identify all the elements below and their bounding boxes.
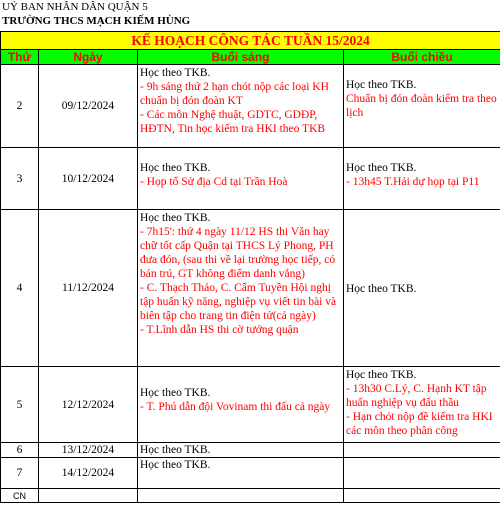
day-cell: 4	[1, 210, 39, 367]
col-header-ngay: Ngày	[39, 50, 138, 65]
afternoon-cell	[344, 458, 500, 489]
col-header-afternoon: Buổi chiều	[344, 50, 500, 65]
col-header-thu: Thứ	[1, 50, 39, 65]
date-cell: 09/12/2024	[39, 65, 138, 148]
date-cell: 11/12/2024	[39, 210, 138, 367]
col-header-morning: Buổi sáng	[138, 50, 344, 65]
header-row	[1, 50, 500, 65]
morning-cell	[138, 458, 344, 489]
morning-note: - Họp tổ Sử địa Cd tại Trần Hoà	[140, 176, 288, 188]
table-row	[1, 65, 500, 148]
morning-note: - 7h15': thứ 4 ngày 11/12 HS thi Văn hay chữ tốt cấp Quận tại THCS Lý Phong, PH đưa đón, (sau thi về lại trường học tiếp, có bán trú, GT không điểm danh vắng)	[140, 226, 336, 280]
afternoon-note: Chuẩn bị đón đoàn kiểm tra theo lịch	[346, 93, 497, 119]
date-cell	[39, 489, 138, 503]
morning-main: Học theo TKB.	[140, 387, 211, 399]
day-cell: 3	[1, 148, 39, 210]
afternoon-cell	[344, 65, 500, 148]
morning-cell	[138, 443, 344, 458]
morning-cell	[138, 367, 344, 443]
afternoon-note: - Hạn chót nộp đề kiểm tra HKI các môn theo phân công	[346, 411, 493, 437]
morning-note: - Các môn Nghệ thuật, GDTC, GDĐP, HĐTN, Tin học kiểm tra HKI theo TKB	[140, 109, 326, 135]
morning-note: - T.Lĩnh dẫn HS thi cờ tướng quận	[140, 324, 299, 336]
afternoon-main: Học theo TKB.	[346, 162, 417, 174]
table-row	[1, 210, 500, 367]
plan-title: KẾ HOẠCH CÔNG TÁC TUẦN 15/2024	[1, 32, 500, 50]
day-cell: 2	[1, 65, 39, 148]
afternoon-main: Học theo TKB.	[346, 79, 417, 91]
weekly-plan-table	[0, 31, 500, 503]
date-cell: 10/12/2024	[39, 148, 138, 210]
date-cell: 14/12/2024	[39, 458, 138, 489]
morning-note: - 9h sáng thứ 2 hạn chót nộp các loại KH chuẩn bị đón đoàn KT	[140, 81, 329, 107]
afternoon-note: - 13h30 C.Lý, C. Hạnh KT tập huấn nghiệp vụ đấu thầu	[346, 383, 487, 409]
morning-main: Học theo TKB.	[140, 459, 211, 471]
morning-note: - C. Thạch Thảo, C. Cẩm Tuyền Hội nghị tập huấn kỹ năng, nghiệp vụ viết tin bài và biên tập cho trang tin điện tử(cả ngày)	[140, 282, 337, 322]
date-cell: 12/12/2024	[39, 367, 138, 443]
morning-main: Học theo TKB.	[140, 67, 211, 79]
afternoon-cell	[344, 367, 500, 443]
morning-cell	[138, 489, 344, 503]
day-cell: CN	[1, 489, 39, 503]
day-cell: 5	[1, 367, 39, 443]
morning-note: - T. Phú dẫn đội Vovinam thi đấu cả ngày	[140, 401, 331, 413]
table-row	[1, 443, 500, 458]
morning-main: Học theo TKB.	[140, 444, 211, 456]
afternoon-note: - 13h45 T.Hải dự họp tại P11	[346, 176, 480, 188]
date-cell: 13/12/2024	[39, 443, 138, 458]
day-cell: 6	[1, 443, 39, 458]
morning-cell	[138, 148, 344, 210]
afternoon-cell	[344, 489, 500, 503]
title-row	[1, 32, 500, 50]
afternoon-cell	[344, 148, 500, 210]
table-row	[1, 489, 500, 503]
day-cell: 7	[1, 458, 39, 489]
morning-cell	[138, 210, 344, 367]
morning-cell	[138, 65, 344, 148]
table-row	[1, 148, 500, 210]
morning-main: Học theo TKB.	[140, 162, 211, 174]
table-row	[1, 367, 500, 443]
afternoon-main: Học theo TKB.	[346, 369, 417, 381]
afternoon-main: Học theo TKB.	[346, 282, 417, 295]
org-name: UỶ BAN NHÂN DÂN QUẬN 5	[2, 1, 148, 13]
table-row	[1, 458, 500, 489]
afternoon-cell	[344, 443, 500, 458]
morning-main: Học theo TKB.	[140, 212, 211, 224]
school-name: TRƯỜNG THCS MẠCH KIẾM HÙNG	[2, 15, 191, 27]
afternoon-cell	[344, 210, 500, 367]
